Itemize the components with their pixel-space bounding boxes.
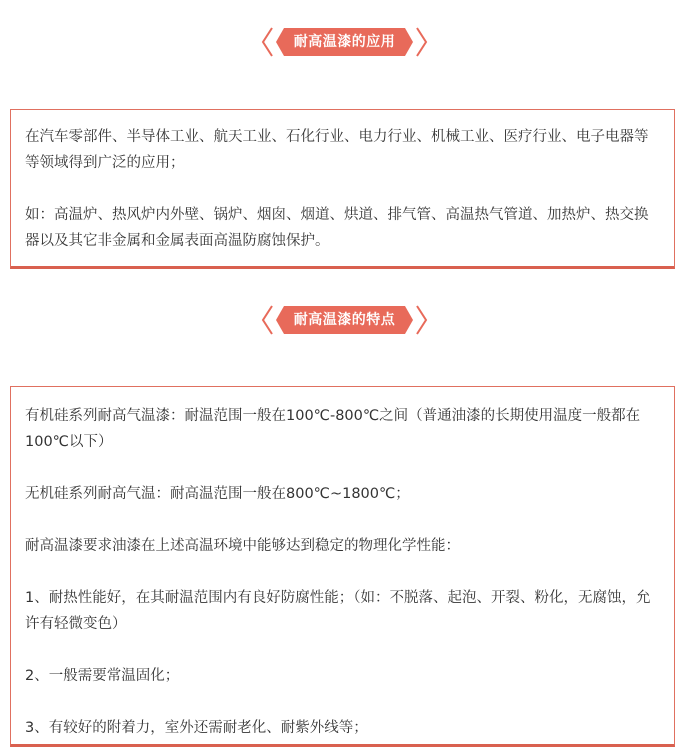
paragraph: 2、一般需要常温固化； <box>25 668 180 684</box>
right-bracket-icon <box>415 304 429 336</box>
section-title: 耐高温漆的应用 <box>284 28 406 56</box>
title-pill <box>276 28 414 56</box>
section-header-features <box>0 302 689 338</box>
left-bracket-icon <box>260 26 274 58</box>
content-card-features <box>10 386 675 747</box>
pill-left-tip <box>276 306 284 334</box>
section-header-application <box>0 24 689 60</box>
paragraph: 3、有较好的附着力，室外还需耐老化、耐紫外线等； <box>25 720 368 736</box>
paragraph: 如：高温炉、热风炉内外壁、锅炉、烟囱、烟道、烘道、排气管、高温热气管道、加热炉、热交换器以及其它非金属和金属表面高温防腐蚀保护。 <box>25 207 649 249</box>
pill-left-tip <box>276 28 284 56</box>
paragraph: 在汽车零部件、半导体工业、航天工业、石化行业、电力行业、机械工业、医疗行业、电子电器等等领域得到广泛的应用； <box>25 129 649 171</box>
section-title-badge <box>260 302 430 338</box>
left-bracket-icon <box>260 304 274 336</box>
content-card-application <box>10 109 675 269</box>
pill-right-tip <box>405 28 413 56</box>
section-title: 耐高温漆的特点 <box>284 306 406 334</box>
paragraph: 有机硅系列耐高气温漆：耐温范围一般在100℃-800℃之间（普通油漆的长期使用温度一般都在100℃以下） <box>25 408 641 450</box>
right-bracket-icon <box>415 26 429 58</box>
paragraph: 1、耐热性能好，在其耐温范围内有良好防腐性能；（如：不脱落、起泡、开裂、粉化，无腐蚀，允许有轻微变色） <box>25 590 651 632</box>
pill-right-tip <box>405 306 413 334</box>
title-pill <box>276 306 414 334</box>
paragraph: 耐高温漆要求油漆在上述高温环境中能够达到稳定的物理化学性能： <box>25 538 460 554</box>
paragraph: 无机硅系列耐高气温：耐高温范围一般在800℃~1800℃； <box>25 486 410 502</box>
section-title-badge <box>260 24 430 60</box>
